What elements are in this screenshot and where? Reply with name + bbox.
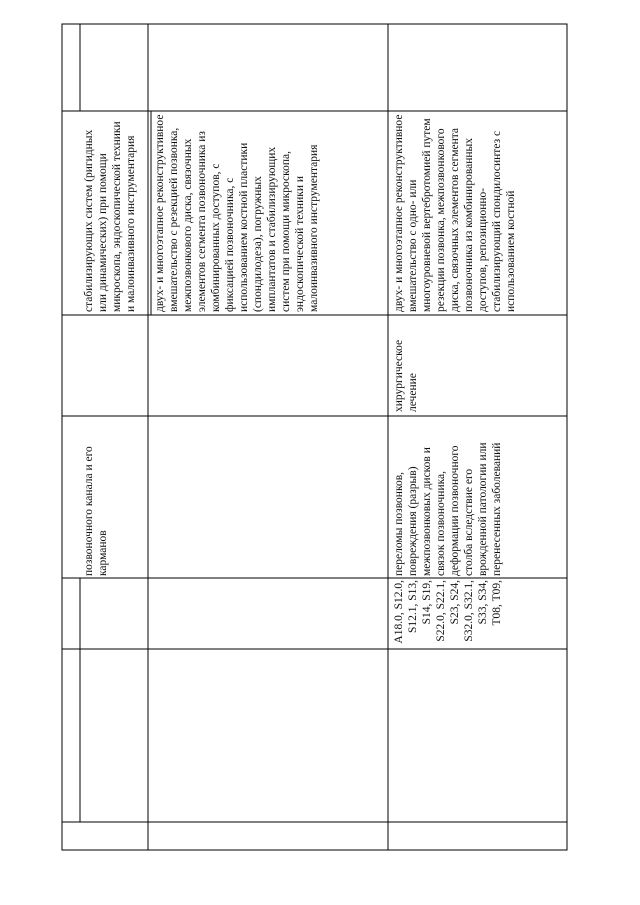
row2-method [392,114,564,312]
row1-diagnosis-text: позвоночного канала и его карманов [83,446,109,576]
row1-method [82,114,148,312]
row1-method-b-text: двух- и многоэтапное реконструктивное вмешательство с резекцией позвонка, межпозвонкового диска, связочных элементов сегмента позвоночника из комбинированных доступов, с фиксацией позвоночника, с использованием костной пластики (спондилодеза), погружных имплантатов и стабилизирующих систем при помощи микроскопа, эндоскопической техники и малоинвазивного инструментария [154,114,320,312]
row2-method-text: двух- и многоэтапное реконструктивное вмешательство с одно- или многоуровневой вертебротомией путем резекции позвонка, межпозвонкового диска, связочных элементов сегмента позвоночника из комбинированных доступов, репозиционно-стабилизирующий спондилосинтез с использованием костной [393,114,517,312]
row2-diagnosis-text: переломы позвонков, повреждения (разрыв) межпозвонковых дисков и связок позвоночника, деформации позвоночного столба вследствие его врожденной патологии или перенесенных заболеваний [393,442,503,576]
row2-diagnosis [392,418,564,576]
row2-treatment-type-text: хирургическое лечение [393,339,419,412]
row1-method-text: стабилизирующих систем (ригидных или динамических) при помощи микроскопа, эндоскопической техники и малоинвазивного инструментария [83,121,137,312]
row2-treatment-type [392,316,452,412]
row1-diagnosis [82,426,146,576]
row1-method-b [153,114,385,312]
row2-codes [392,580,567,646]
row2-codes-text: A18.0, S12.0, S12.1, S13, S14, S19, S22.0, S22.1, S23, S24, S32.0, S32.1, S33, S34, T08, T09, [393,580,503,644]
